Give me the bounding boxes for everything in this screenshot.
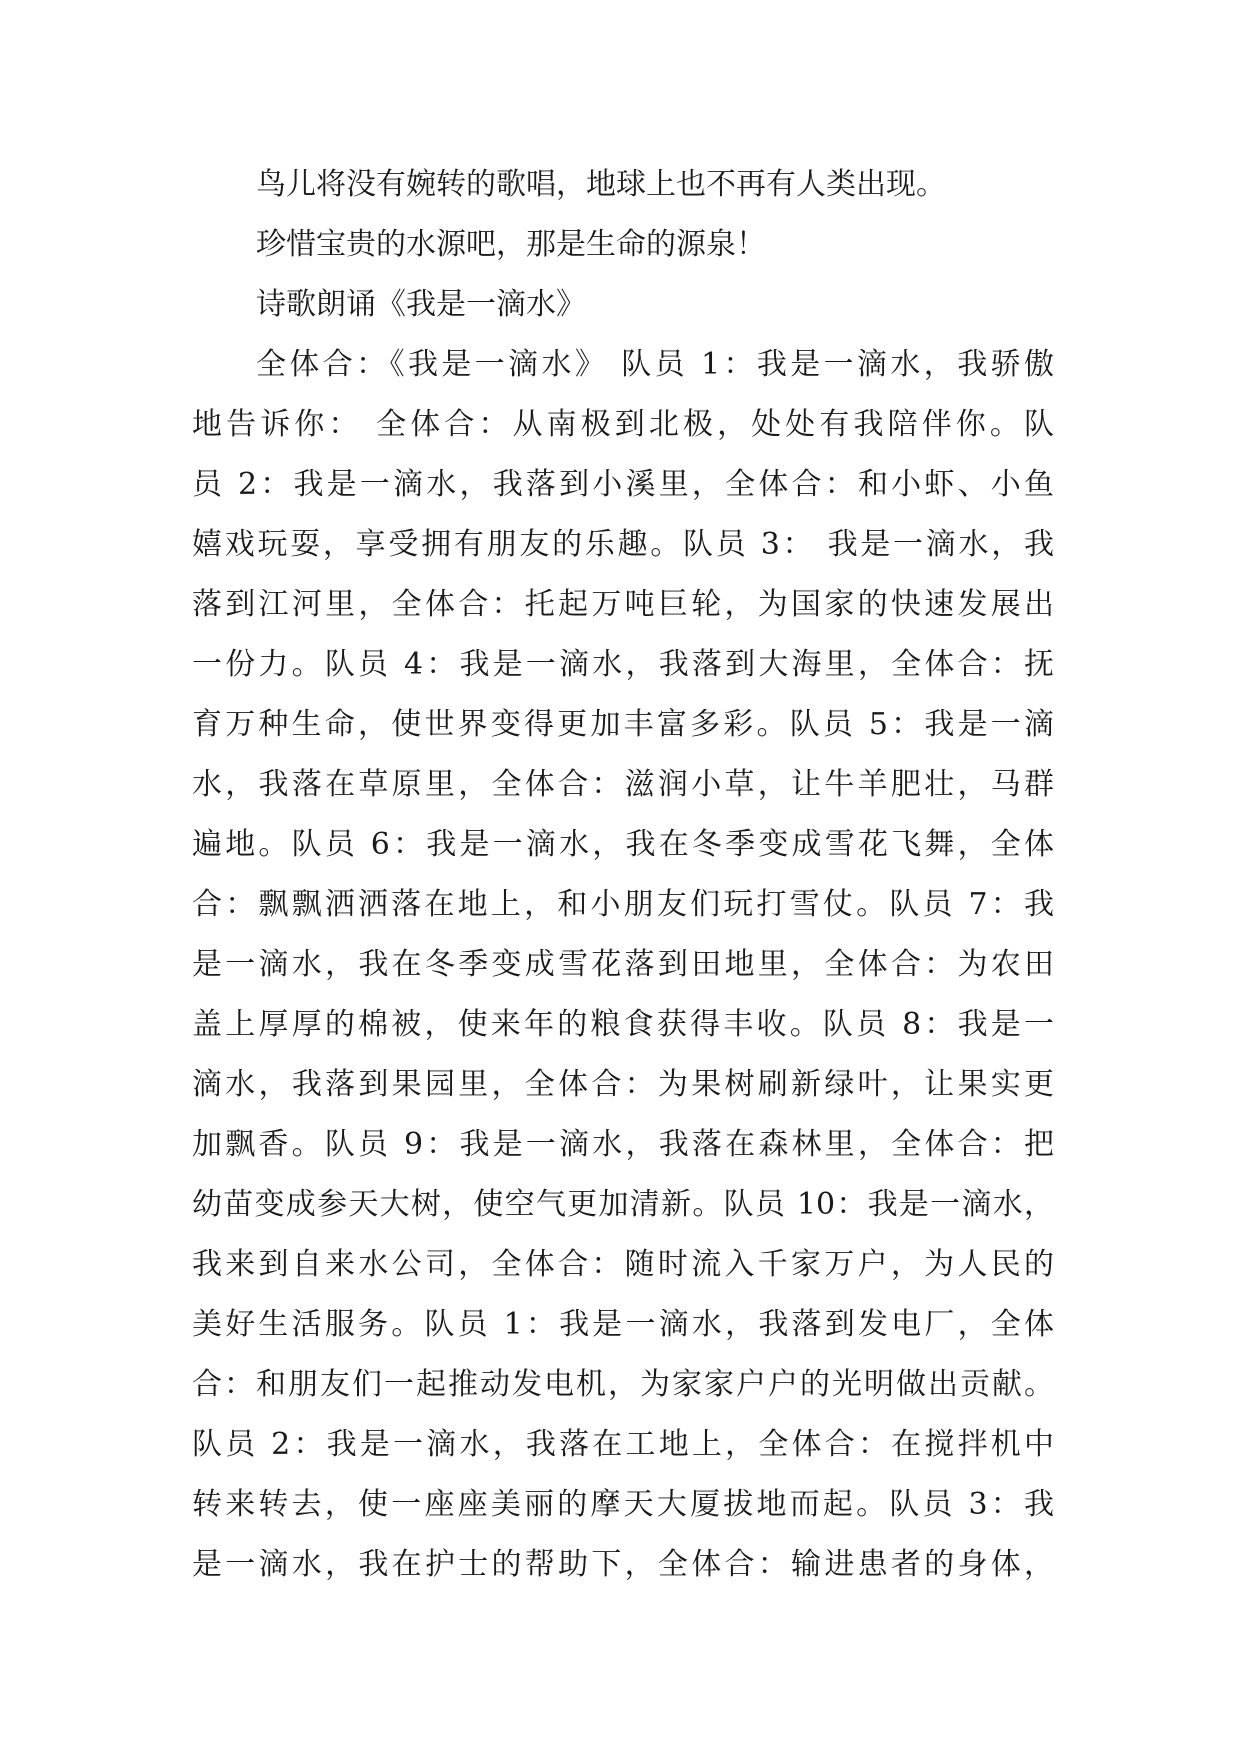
text-line: 加飘香。队员 9：我是一滴水，我落在森林里，全体合：把 (192, 1127, 1054, 1162)
section-title: 诗歌朗诵《我是一滴水》 (256, 287, 586, 322)
text-line: 滴水，我落到果园里，全体合：为果树刷新绿叶，让果实更 (192, 1067, 1054, 1102)
body-text (192, 160, 1054, 1600)
text-line: 嬉戏玩耍，享受拥有朋友的乐趣。队员 3： 我是一滴水，我 (192, 527, 1054, 562)
text-line: 珍惜宝贵的水源吧，那是生命的源泉！ (256, 227, 766, 262)
text-line: 是一滴水，我在冬季变成雪花落到田地里，全体合：为农田 (192, 947, 1054, 982)
text-line: 盖上厚厚的棉被，使来年的粮食获得丰收。队员 8：我是一 (192, 1007, 1054, 1042)
text-line: 是一滴水，我在护士的帮助下，全体合：输进患者的身体， (192, 1547, 1054, 1582)
text-line: 全体合：《我是一滴水》 队员 1：我是一滴水，我骄傲 (256, 347, 1054, 382)
text-line: 水，我落在草原里，全体合：滋润小草，让牛羊肥壮，马群 (192, 767, 1054, 802)
text-line: 美好生活服务。队员 1：我是一滴水，我落到发电厂，全体 (192, 1307, 1054, 1342)
text-line: 落到江河里，全体合：托起万吨巨轮，为国家的快速发展出 (192, 587, 1054, 622)
text-line: 幼苗变成参天大树，使空气更加清新。队员 10：我是一滴水， (192, 1187, 1054, 1222)
text-line: 遍地。队员 6：我是一滴水，我在冬季变成雪花飞舞，全体 (192, 827, 1054, 862)
text-line: 地告诉你： 全体合：从南极到北极，处处有我陪伴你。队 (192, 407, 1054, 442)
text-line: 员 2：我是一滴水，我落到小溪里，全体合：和小虾、小鱼 (192, 467, 1054, 502)
text-line: 育万种生命，使世界变得更加丰富多彩。队员 5：我是一滴 (192, 707, 1054, 742)
text-line: 转来转去，使一座座美丽的摩天大厦拔地而起。队员 3：我 (192, 1487, 1054, 1522)
text-line: 队员 2：我是一滴水，我落在工地上，全体合：在搅拌机中 (192, 1427, 1054, 1462)
text-line: 合：和朋友们一起推动发电机，为家家户户的光明做出贡献。 (192, 1367, 1054, 1402)
text-line: 我来到自来水公司，全体合：随时流入千家万户，为人民的 (192, 1247, 1054, 1282)
text-line: 一份力。队员 4：我是一滴水，我落到大海里，全体合：抚 (192, 647, 1054, 682)
text-line: 合：飘飘洒洒落在地上，和小朋友们玩打雪仗。队员 7：我 (192, 887, 1054, 922)
text-line: 鸟儿将没有婉转的歌唱，地球上也不再有人类出现。 (256, 167, 946, 202)
